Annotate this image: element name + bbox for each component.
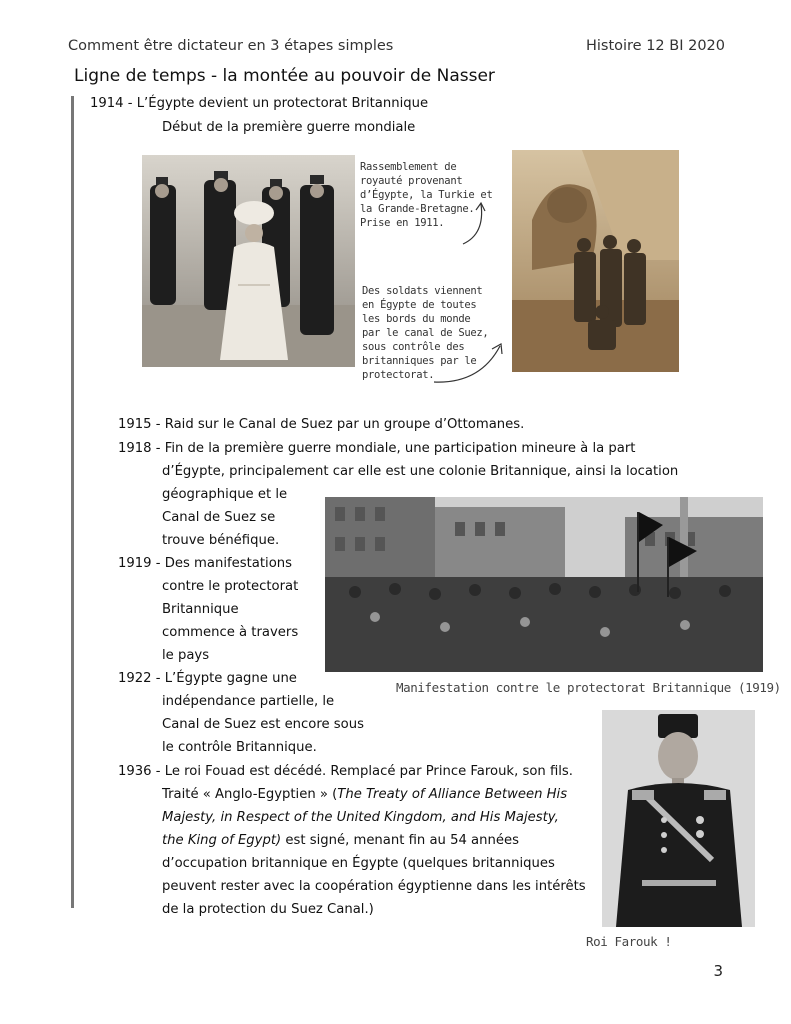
entry-1936-line-5: d’occupation britannique en Égypte (quelques britanniques: [162, 856, 555, 871]
entry-1922-line-1: 1922 - L’Égypte gagne une: [118, 671, 297, 686]
arrow-up-icon: [455, 200, 495, 250]
timeline-bar: [71, 96, 74, 908]
protest-photo: [325, 497, 763, 672]
soldiers-sphinx-photo: [512, 150, 679, 372]
entry-1919-line-5: le pays: [162, 648, 210, 663]
entry-1922-line-4: le contrôle Britannique.: [162, 740, 317, 755]
entry-1915-line-1: 1915 - Raid sur le Canal de Suez par un groupe d’Ottomanes.: [118, 417, 525, 432]
entry-1936-line-4: the King of Egypt) est signé, menant fin au 54 années: [162, 833, 519, 848]
entry-1918-line-1: 1918 - Fin de la première guerre mondiale, une participation mineure à la part: [118, 441, 636, 456]
entry-1936-line-3: Majesty, in Respect of the United Kingdom, and His Majesty,: [162, 810, 559, 825]
page-title: Ligne de temps - la montée au pouvoir de Nasser: [74, 66, 495, 86]
page-number: 3: [713, 962, 723, 980]
royal-gathering-photo: [142, 155, 355, 367]
entry-1919-line-1: 1919 - Des manifestations: [118, 556, 292, 571]
header-left: Comment être dictateur en 3 étapes simples: [68, 38, 394, 54]
entry-1922-line-2: indépendance partielle, le: [162, 694, 335, 709]
entry-1918-line-3: géographique et le: [162, 487, 288, 502]
protest-caption: Manifestation contre le protectorat Britannique (1919): [396, 680, 781, 695]
header-right: Histoire 12 BI 2020: [585, 38, 725, 54]
entry-1936-line-6: peuvent rester avec la coopération égyptienne dans les intérêts: [162, 879, 586, 894]
king-farouk-photo: [602, 710, 755, 927]
note-royal-gathering: Rassemblement de royauté provenant d’Égypte, la Turkie et la Grande-Bretagne. Prise en 1911.: [360, 161, 493, 229]
entry-1919-line-4: commence à travers: [162, 625, 299, 640]
entry-1922-line-3: Canal de Suez est encore sous: [162, 717, 364, 732]
entry-1918-line-5: trouve bénéfique.: [162, 533, 280, 548]
entry-1936-line-1: 1936 - Le roi Fouad est décédé. Remplacé par Prince Farouk, son fils.: [118, 764, 573, 779]
note-soldiers: Des soldats viennent en Égypte de toutes les bords du monde par le canal de Suez, sous contrôle des britanniques par le protectorat.: [362, 285, 489, 381]
entry-1936-line-2: Traité « Anglo-Egyptien » (The Treaty of Alliance Between His: [162, 787, 568, 802]
entry-1914-line-2: Début de la première guerre mondiale: [162, 120, 416, 135]
arrow-right-icon: [430, 340, 510, 390]
entry-1936-line-7: de la protection du Suez Canal.): [162, 902, 374, 917]
king-caption: Roi Farouk !: [586, 934, 672, 949]
entry-1919-line-2: contre le protectorat: [162, 579, 299, 594]
entry-1918-line-4: Canal de Suez se: [162, 510, 276, 525]
entry-1919-line-3: Britannique: [162, 602, 239, 617]
entry-1914-line-1: 1914 - L’Égypte devient un protectorat Britannique: [90, 96, 429, 111]
entry-1918-line-2: d’Égypte, principalement car elle est une colonie Britannique, ainsi la location: [162, 464, 679, 479]
